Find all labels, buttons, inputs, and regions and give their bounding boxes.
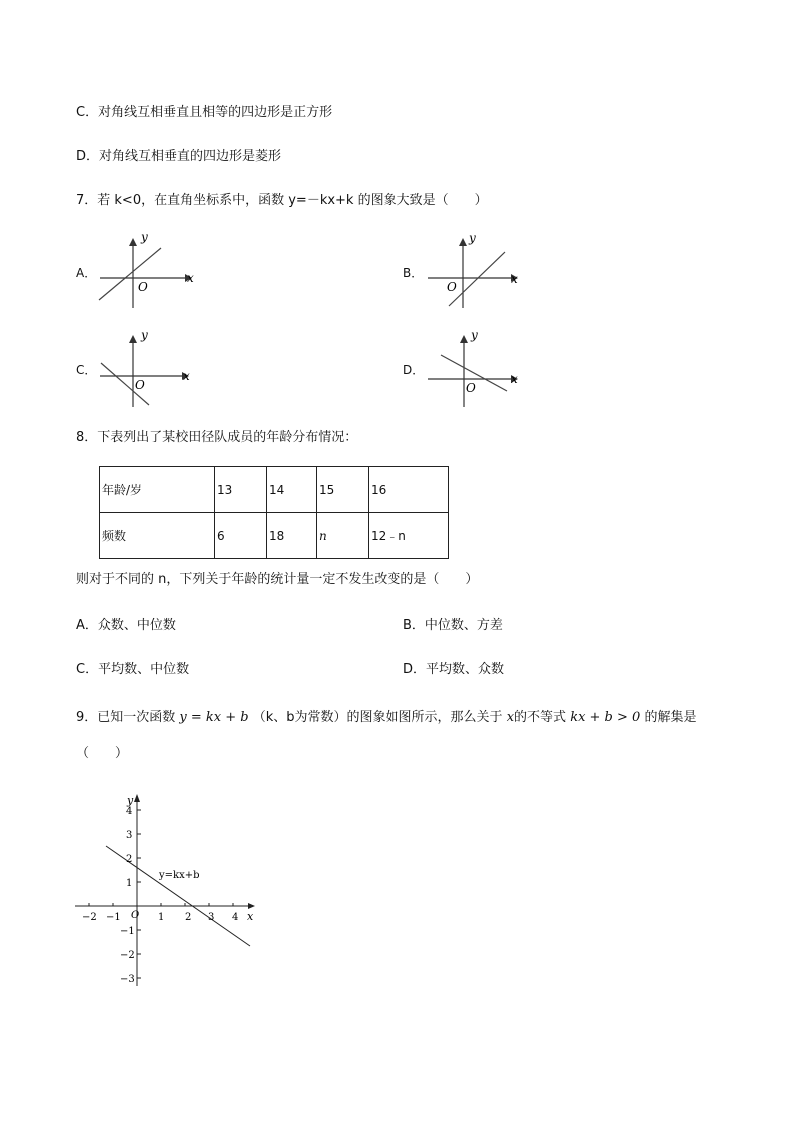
q9-graph (70, 790, 265, 990)
table-cell: 18 (267, 513, 317, 559)
q9-y-tick: 4 (126, 806, 133, 817)
q7-graph-b (423, 230, 533, 310)
q9-function: y = kx + b (179, 710, 249, 725)
q7c-y-label: y (141, 328, 148, 342)
q9-x-axis-label: x (247, 910, 254, 923)
q7c-x-label: x (183, 369, 190, 383)
q9-y-tick: 3 (126, 830, 133, 841)
q8-option-d: D．平均数、众数 (403, 662, 505, 677)
table-cell: 13 (215, 467, 267, 513)
table-cell: 14 (267, 467, 317, 513)
q9-y-tick: 1 (126, 878, 133, 889)
q7b-y-label: y (469, 231, 476, 245)
q9-line-label: y=kx+b (159, 870, 200, 881)
q7-label-a: A． (76, 266, 97, 280)
q7-graph-a (95, 230, 205, 310)
q7c-origin: O (135, 378, 145, 392)
q9-x-tick: 2 (185, 912, 192, 923)
q9-y-tick: −2 (120, 950, 135, 961)
q7d-origin: O (466, 381, 476, 395)
q9-stem-part1: 9．已知一次函数 (76, 710, 176, 725)
q7b-x-label: x (511, 272, 518, 286)
q9-y-tick: −3 (120, 974, 135, 985)
q9-y-axis-label: y (127, 794, 134, 807)
q8-age-table (99, 466, 449, 559)
table-cell: 15 (317, 467, 369, 513)
q9-stem-part2: （k、b为常数）的图象如图所示，那么关于 (252, 710, 503, 725)
q6-option-d: D．对角线互相垂直的四边形是菱形 (76, 149, 282, 164)
q9-stem-part3: 的不等式 (514, 710, 567, 725)
q8-option-c: C．平均数、中位数 (76, 662, 190, 677)
table-row (100, 513, 449, 559)
q7-label-d: D． (403, 363, 425, 377)
q9-x-tick: −1 (106, 912, 121, 923)
q7d-x-label: x (511, 372, 518, 386)
q8-stem: 8．下表列出了某校田径队成员的年龄分布情况： (76, 430, 358, 445)
q7a-x-label: x (187, 271, 194, 285)
q9-origin: O (131, 910, 140, 921)
q9-stem-part4: 的解集是 (644, 710, 697, 725)
q9-y-tick: 2 (126, 854, 133, 865)
q9-x-tick: 1 (158, 912, 165, 923)
table-cell: n (317, 513, 369, 559)
q9-y-tick: −1 (120, 926, 135, 937)
q9-inequality: kx + b > 0 (570, 710, 641, 725)
q9-x-tick: 4 (232, 912, 239, 923)
q6-option-c: C．对角线互相垂直且相等的四边形是正方形 (76, 105, 333, 120)
table-row (100, 467, 449, 513)
q9-stem (76, 709, 696, 727)
q7-label-b: B． (403, 266, 424, 280)
table-cell: 16 (369, 467, 449, 513)
q9-variable: x (506, 710, 515, 725)
q7-stem: 7．若 k<0，在直角坐标系中，函数 y=－kx+k 的图象大致是（ ） (76, 193, 488, 208)
q7a-y-label: y (141, 230, 148, 244)
q7-graph-d (423, 327, 533, 409)
table-cell: 6 (215, 513, 267, 559)
q7a-origin: O (138, 280, 148, 294)
q9-x-tick: −2 (82, 912, 97, 923)
table-cell: 年龄/岁 (100, 467, 215, 513)
q7-graph-c (95, 327, 205, 409)
q9-x-tick: 3 (208, 912, 215, 923)
q8-option-a: A．众数、中位数 (76, 618, 176, 633)
table-cell: 12﹣n (369, 513, 449, 559)
q7d-y-label: y (471, 328, 478, 342)
q8-question: 则对于不同的 n，下列关于年龄的统计量一定不发生改变的是（ ） (76, 572, 479, 587)
q8-option-b: B．中位数、方差 (403, 618, 503, 633)
q7-label-c: C． (76, 363, 97, 377)
table-cell: 频数 (100, 513, 215, 559)
q9-answer-paren: （ ） (76, 746, 129, 761)
q7b-origin: O (447, 280, 457, 294)
